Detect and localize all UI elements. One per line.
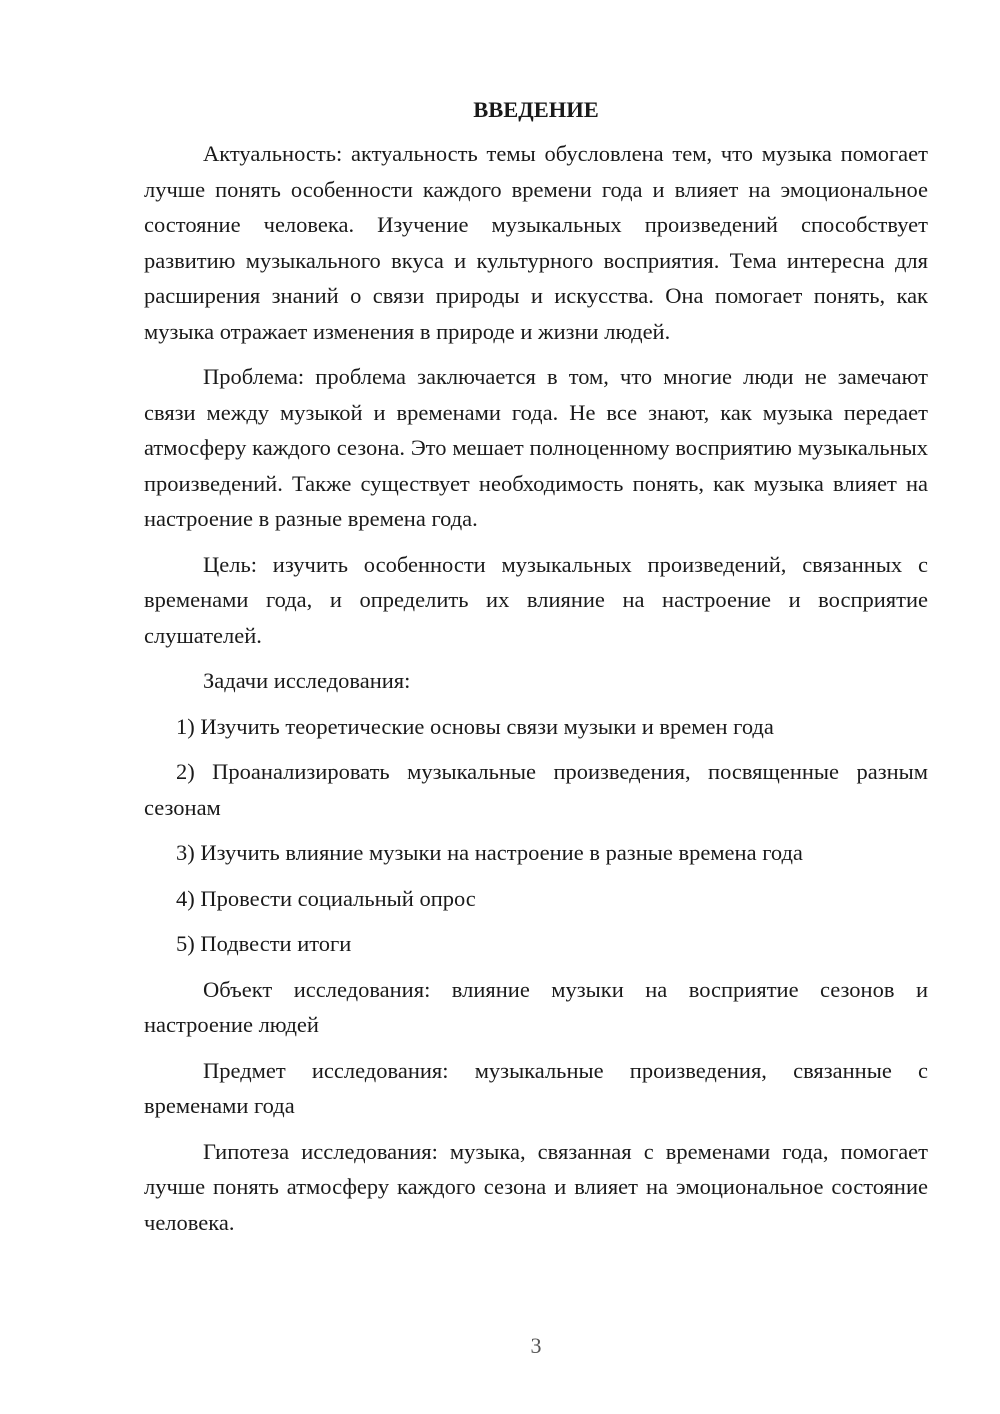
page-number: 3 <box>530 1333 542 1358</box>
task-item-3: 3) Изучить влияние музыки на настроение в разные времена года <box>176 840 803 865</box>
task-item-5: 5) Подвести итоги <box>176 931 352 956</box>
task-item-2: 2) Проанализировать музыкальные произведения, посвященные разным сезонам <box>144 759 928 820</box>
document-page <box>144 90 928 1240</box>
paragraph-object: Объект исследования: влияние музыки на восприятие сезонов и настроение людей <box>144 976 928 1037</box>
paragraph-goal: Цель: изучить особенности музыкальных произведений, связанных с временами года, и определить их влияние на настроение и восприятие слушателей. <box>144 551 928 648</box>
tasks-heading: Задачи исследования: <box>203 668 411 693</box>
task-item-1: 1) Изучить теоретические основы связи музыки и времен года <box>176 713 774 739</box>
paragraph-hypothesis: Гипотеза исследования: музыка, связанная с временами года, помогает лучше понять атмосферу каждого сезона и влияет на эмоциональное состояние человека. <box>144 1138 928 1235</box>
task-item-4: 4) Провести социальный опрос <box>176 885 476 911</box>
section-title: ВВЕДЕНИЕ <box>473 97 599 122</box>
paragraph-relevance: Актуальность: актуальность темы обусловлена тем, что музыка помогает лучше понять особенности каждого времени года и влияет на эмоциональное состояние человека. Изучение музыкальных произведений способствует развитию музыкального вкуса и культурного восприятия. Тема интересна для расширения знаний о связи природы и искусства. Она помогает понять, как музыка отражает изменения в природе и жизни людей. <box>144 141 928 344</box>
paragraph-subject: Предмет исследования: музыкальные произведения, связанные с временами года <box>144 1057 928 1118</box>
paragraph-problem: Проблема: проблема заключается в том, что многие люди не замечают связи между музыкой и временами года. Не все знают, как музыка передает атмосферу каждого сезона. Это мешает полноценному восприятию музыкальных произведений. Также существует необходимость понять, как музыка влияет на настроение в разные времена года. <box>144 364 928 531</box>
